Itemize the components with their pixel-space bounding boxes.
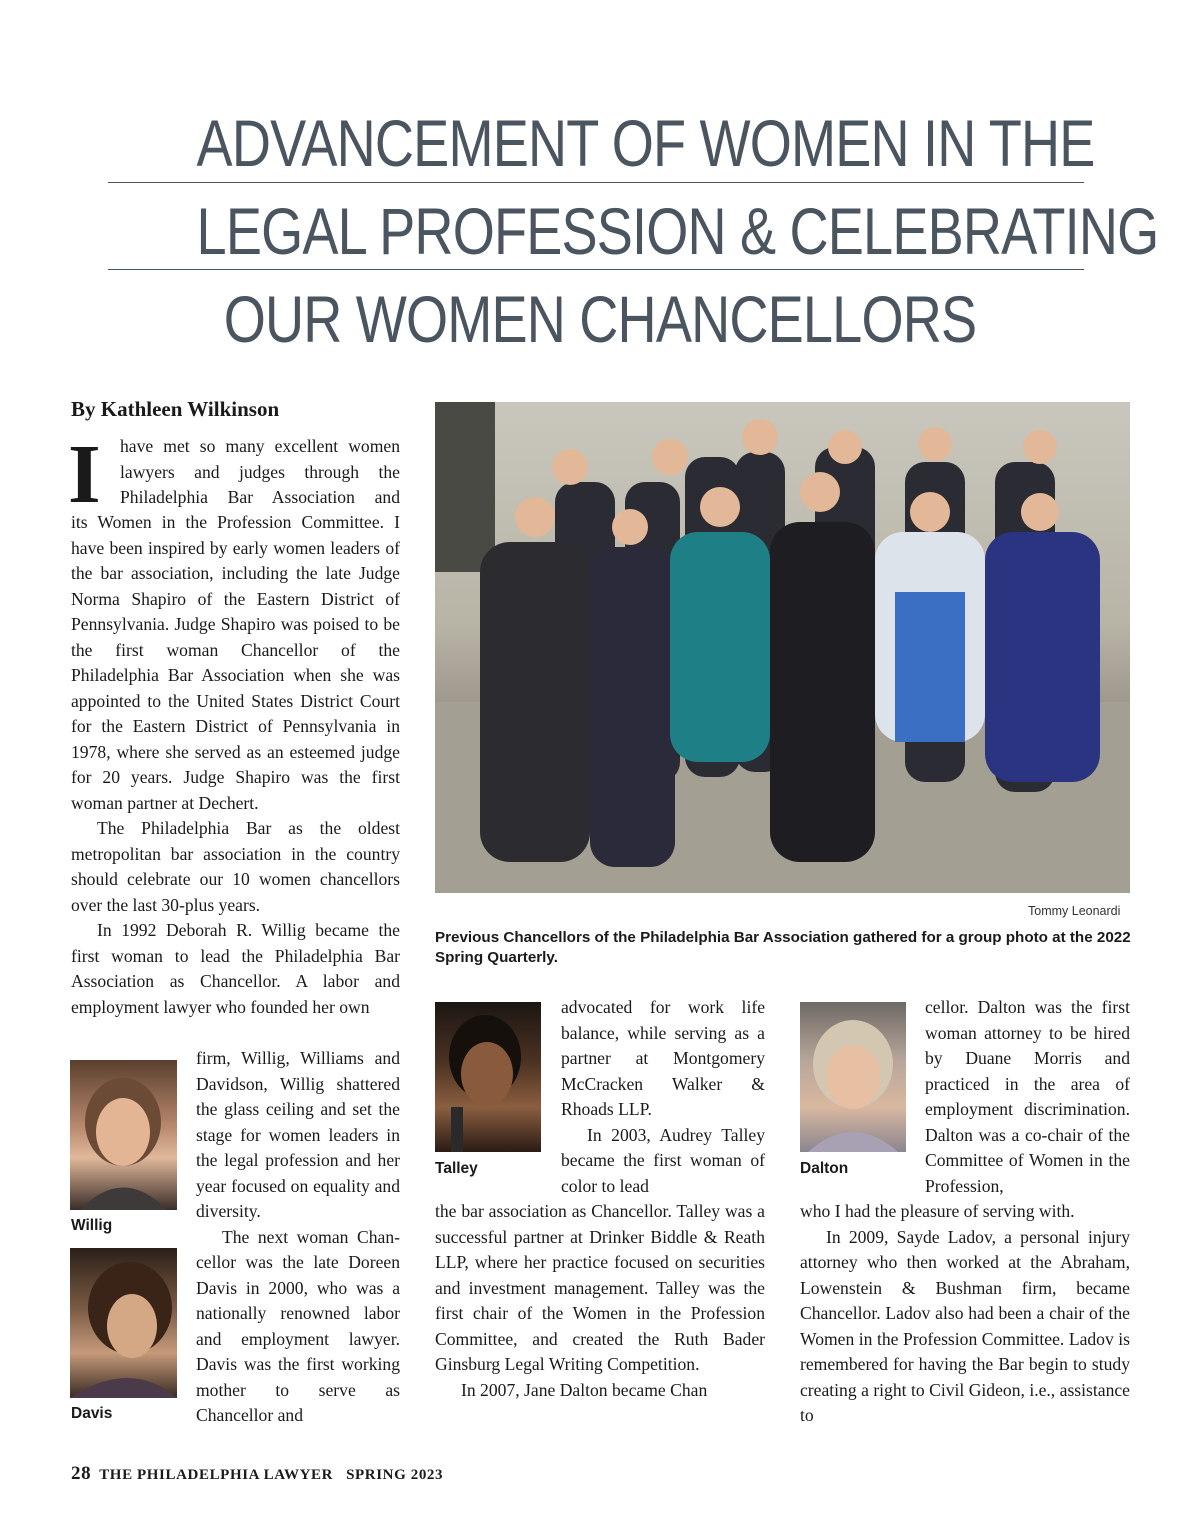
intro-line: lawyers and judges through the [120,461,400,482]
paragraph: who I had the pleasure of serving with. [800,1201,1075,1221]
portrait-icon [800,1002,906,1152]
paragraph: its Women in the Profession Committee. I have been inspired by early women leaders of the bar association, including the late Judge Norma Shapiro of the Eastern District of Pennsylvania. Judge Shapiro was poised to be the first woman Chancellor of the Philadelphia Bar Association when she was appointed to the United States District Court for the Eastern District of Pennsylvania in 1978, where she served as an esteemed judge for 20 years. Judge Shapiro was the first woman partner at Dechert. [71,512,400,813]
paragraph: In 1992 Deborah R. Willig became the first woman to lead the Philadelphia Bar Association as Chancellor. A labor and employment lawyer who founded her own [71,920,400,1017]
paragraph: firm, Willig, Williams and Davidson, Willig shattered the glass ceiling and set the stage for women leaders in the legal profession and her year focused on equality and diversity. [196,1048,400,1221]
talley-photo [435,1002,541,1152]
davis-photo [70,1248,177,1398]
group-photo [435,402,1130,893]
page-footer [71,1463,443,1485]
willig-caption: Willig [71,1217,113,1234]
paragraph: In 2003, Audrey Talley became the first woman of color to lead [561,1124,765,1196]
paragraph: the bar association as Chancellor. Talley was a successful partner at Drinker Biddle & Reath LLP, where her practice focused on securities and investment management. Talley was the first chair of the Women in the Profession Committee, and created the Ruth Bader Ginsburg Legal Writing Competition. [435,1201,765,1374]
column-1-text [71,510,400,1020]
dalton-photo [800,1002,906,1152]
intro-line: have met so many excellent women [120,436,400,456]
page-number: 28 [71,1463,92,1484]
column-1-wrap-text [196,1046,400,1429]
paragraph: In 2007, Jane Dalton became Chan [461,1379,708,1400]
title-rule-1 [108,182,1084,183]
portrait-icon [435,1002,541,1152]
title-rule-2 [108,269,1084,270]
drop-cap: I [68,428,101,521]
column-3-wrap-text [925,995,1130,1199]
publication-info: THE PHILADELPHIA LAWYER SPRING 2023 [99,1467,444,1483]
column-2-wrap-text [561,995,765,1199]
column-3-text [800,1199,1130,1429]
intro-lines [120,434,400,511]
title-line-3: OUR WOMEN CHANCELLORS [223,282,977,356]
column-2-text [435,1199,765,1403]
dalton-caption: Dalton [800,1160,849,1177]
photo-credit: Tommy Leonardi [1028,904,1121,918]
group-photo-illustration [435,402,1130,893]
talley-caption: Talley [435,1160,478,1177]
paragraph: cellor. Dalton was the first woman attorney to be hired by Duane Morris and practiced in the area of employment discrimination. Dalton was a co-chair of the Committee of Women in the Profession, [925,997,1130,1196]
intro-line: Philadelphia Bar Association and [120,487,400,507]
davis-caption: Davis [71,1405,113,1422]
paragraph: advocated for work life balance, while serving as a partner at Montgomery McCracken Walker & Rhoads LLP. [561,997,765,1119]
portrait-icon [70,1060,177,1210]
title-line-2: LEGAL PROFESSION & CELEBRATING [196,194,1159,268]
title-line-1: ADVANCEMENT OF WOMEN IN THE [196,106,1095,180]
group-photo-caption: Previous Chancellors of the Philadelphia Bar Association gathered for a group photo at the 2022 Spring Quarterly. [435,929,1131,966]
paragraph: In 2009, Sayde Ladov, a personal injury attorney who then worked at the Abraham, Lowenstein & Bushman firm, became Chancellor. Ladov also had been a chair of the Women in the Profession Committee. Ladov is remembered for having the Bar begin to study creating a right to Civil Gideon, i.e., assistance to [800,1226,1130,1425]
byline: By Kathleen Wilkinson [71,397,280,421]
paragraph: The Philadelphia Bar as the oldest metropolitan bar association in the country should celebrate our 10 women chancellors over the last 30-plus years. [71,818,400,915]
willig-photo [70,1060,177,1210]
paragraph: The next woman Chancellor was the late Doreen Davis in 2000, who was a nationally renowned labor and employment lawyer. Davis was the first working mother to serve as Chancellor and [196,1226,400,1425]
portrait-icon [70,1248,177,1398]
